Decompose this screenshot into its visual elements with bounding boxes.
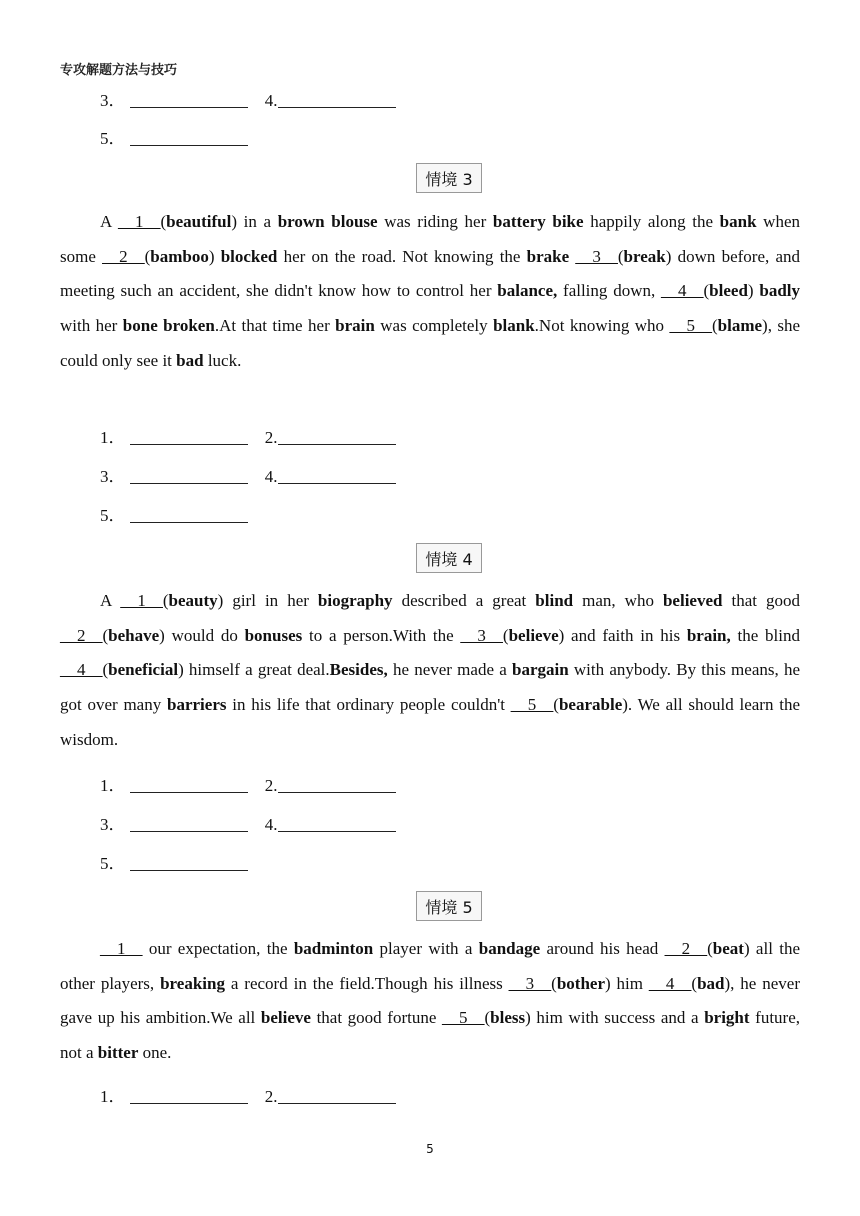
text-run: he never made a bbox=[387, 660, 512, 680]
keyword: bitter bbox=[97, 1043, 139, 1063]
keyword: battery bike bbox=[492, 212, 584, 231]
text-run: with her bbox=[60, 316, 123, 336]
keyword: bleed bbox=[709, 281, 748, 301]
text-run: ) and faith in his bbox=[558, 625, 687, 645]
text-run: A bbox=[100, 591, 121, 610]
keyword: bamboo bbox=[150, 246, 209, 266]
answer-line: 3． 4. bbox=[100, 462, 396, 487]
text-run: ) bbox=[747, 281, 760, 301]
keyword: believe bbox=[260, 1008, 311, 1028]
blank-number: __1__ bbox=[100, 939, 143, 958]
scenario-5-paragraph bbox=[60, 932, 800, 1071]
page-number: 5 bbox=[426, 1142, 434, 1156]
keyword: believe bbox=[508, 625, 559, 645]
keyword: brain bbox=[335, 316, 375, 336]
text-run: happily along the bbox=[583, 212, 720, 231]
keyword: beat bbox=[712, 939, 744, 958]
keyword: beneficial bbox=[108, 660, 179, 680]
scenario-5-tag: 情境 5 bbox=[416, 891, 482, 921]
text-run: .Not knowing who bbox=[534, 316, 670, 336]
text-run: A bbox=[100, 212, 118, 231]
answer-blank[interactable] bbox=[278, 428, 396, 445]
answer-blank[interactable] bbox=[130, 1087, 248, 1104]
keyword: beauty bbox=[168, 591, 218, 610]
text-run: ) would do bbox=[159, 625, 245, 645]
text-run: ( bbox=[484, 1008, 491, 1028]
keyword: badly bbox=[759, 281, 800, 301]
text-run: ) in a bbox=[231, 212, 278, 231]
text-run: that good fortune bbox=[310, 1008, 442, 1028]
keyword: balance, bbox=[497, 281, 558, 301]
answer-blank[interactable] bbox=[130, 91, 248, 108]
blank-number: __1__ bbox=[120, 591, 163, 610]
keyword: brake bbox=[526, 246, 570, 266]
text-run: ( bbox=[703, 281, 710, 301]
keyword: bad bbox=[697, 973, 725, 993]
text-run: falling down, bbox=[557, 281, 661, 301]
text-run: ( bbox=[162, 591, 169, 610]
keyword: bless bbox=[490, 1008, 526, 1028]
blank-number: __5__ bbox=[441, 1008, 485, 1028]
blank-number: __1__ bbox=[117, 212, 161, 231]
answer-blank[interactable] bbox=[278, 815, 396, 832]
text-run: ( bbox=[160, 212, 167, 231]
text-run: ), she could only see it bbox=[60, 316, 801, 370]
answer-line: 1． 2. bbox=[100, 771, 396, 796]
text-run: with anybody. By this means, he got over many bbox=[60, 660, 800, 715]
text-run: described a great bbox=[392, 591, 536, 610]
keyword: bright bbox=[704, 1008, 750, 1028]
answer-line: 5． bbox=[100, 849, 248, 874]
answer-blank[interactable] bbox=[130, 815, 248, 832]
text-run: ( bbox=[617, 246, 624, 266]
text-run: ( bbox=[711, 316, 718, 336]
blank-number: __4__ bbox=[661, 281, 704, 301]
text-run: ) bbox=[208, 246, 221, 266]
keyword: blocked bbox=[220, 246, 278, 266]
answer-blank[interactable] bbox=[278, 776, 396, 793]
text-run: ( bbox=[502, 625, 509, 645]
text-run: ) all the other players, bbox=[60, 939, 801, 993]
blank-number: __3__ bbox=[460, 625, 503, 645]
answer-blank[interactable] bbox=[130, 506, 248, 523]
keyword: break bbox=[623, 246, 666, 266]
blank-number: __2__ bbox=[102, 246, 145, 266]
scenario-3-tag: 情境 3 bbox=[416, 163, 482, 193]
text-run: that good bbox=[722, 591, 800, 610]
keyword: believed bbox=[662, 591, 723, 610]
keyword: bone broken bbox=[122, 316, 215, 336]
answer-blank[interactable] bbox=[130, 428, 248, 445]
text-run: ( bbox=[551, 973, 557, 993]
text-run: was riding her bbox=[377, 212, 493, 231]
blank-number: __2__ bbox=[60, 625, 103, 645]
text-run: ( bbox=[102, 625, 109, 645]
keyword: bandage bbox=[478, 939, 541, 958]
answer-blank[interactable] bbox=[130, 129, 248, 146]
keyword: beautiful bbox=[166, 212, 232, 231]
text-run: ) down before, and meeting such an accident, she didn't know how to control her bbox=[60, 246, 800, 301]
answer-line: 1． 2. bbox=[100, 423, 396, 448]
text-run: ( bbox=[144, 246, 151, 266]
keyword: behave bbox=[108, 625, 160, 645]
keyword: barriers bbox=[167, 695, 227, 715]
text-run: .At that time her bbox=[214, 316, 336, 336]
keyword: breaking bbox=[160, 973, 225, 993]
text-run: her on the road. Not knowing the bbox=[277, 246, 527, 266]
scenario-4-tag: 情境 4 bbox=[416, 543, 482, 573]
keyword: blind bbox=[535, 591, 574, 610]
keyword: bonuses bbox=[244, 625, 303, 645]
scenario-3-paragraph bbox=[60, 205, 800, 379]
keyword: bearable bbox=[558, 695, 623, 715]
answer-blank[interactable] bbox=[278, 1087, 396, 1104]
blank-number: __4__ bbox=[60, 660, 103, 680]
text-run: one. bbox=[138, 1043, 172, 1063]
keyword: blame bbox=[717, 316, 763, 336]
text-run: ), he never gave up his ambition.We all bbox=[60, 973, 801, 1028]
text-run: player with a bbox=[373, 939, 479, 958]
text-run: ) him with success and a bbox=[525, 1008, 705, 1028]
keyword: brain, bbox=[686, 625, 731, 645]
text-run: the blind bbox=[730, 625, 800, 645]
text-run: ( bbox=[102, 660, 109, 680]
blank-number: __2__ bbox=[664, 939, 708, 958]
text-run: in his life that ordinary people couldn't bbox=[226, 695, 511, 715]
answer-line: 3． 4. bbox=[100, 810, 396, 835]
keyword: bank bbox=[719, 212, 757, 231]
text-run: ( bbox=[707, 939, 713, 958]
text-run: ) himself a great deal. bbox=[178, 660, 330, 680]
answer-blank[interactable] bbox=[130, 467, 248, 484]
text-run: ) him bbox=[605, 973, 649, 993]
blank-number: __3__ bbox=[508, 973, 552, 993]
keyword: bother bbox=[556, 973, 605, 993]
answer-line: 5． bbox=[100, 124, 248, 149]
blank-number: __3__ bbox=[575, 246, 618, 266]
text-run: ) girl in her bbox=[217, 591, 318, 610]
scenario-4-paragraph bbox=[60, 584, 800, 758]
text-run: a record in the field.Though his illness bbox=[224, 973, 509, 993]
text-run: our expectation, the bbox=[142, 939, 294, 958]
keyword: badminton bbox=[293, 939, 374, 958]
blank-number: __4__ bbox=[648, 973, 692, 993]
text-run: ). We all should learn the wisdom. bbox=[60, 695, 800, 749]
page-header: 专攻解题方法与技巧 bbox=[60, 63, 178, 78]
answer-blank[interactable] bbox=[130, 854, 248, 871]
text-run: ( bbox=[553, 695, 559, 715]
text-run: around his head bbox=[540, 939, 665, 958]
blank-number: __5__ bbox=[669, 316, 712, 336]
text-run: was completely bbox=[374, 316, 494, 336]
answer-line: 1． 2. bbox=[100, 1082, 396, 1107]
blank-number: __5__ bbox=[510, 695, 554, 715]
keyword: biography bbox=[317, 591, 393, 610]
answer-line: 3． 4. bbox=[100, 86, 396, 111]
keyword: blank bbox=[493, 316, 535, 336]
keyword: bargain bbox=[511, 660, 569, 680]
text-run: when some bbox=[60, 212, 800, 266]
answer-blank[interactable] bbox=[278, 91, 396, 108]
answer-line: 5． bbox=[100, 501, 248, 526]
text-run: to a person.With the bbox=[302, 625, 461, 645]
text-run: luck. bbox=[203, 350, 242, 370]
text-run: ( bbox=[691, 973, 698, 993]
keyword: brown blouse bbox=[277, 212, 378, 231]
text-run: future, not a bbox=[60, 1008, 800, 1063]
text-run: man, who bbox=[573, 591, 663, 610]
answer-blank[interactable] bbox=[278, 467, 396, 484]
keyword: bad bbox=[176, 350, 204, 370]
answer-blank[interactable] bbox=[130, 776, 248, 793]
keyword: Besides, bbox=[329, 660, 388, 680]
